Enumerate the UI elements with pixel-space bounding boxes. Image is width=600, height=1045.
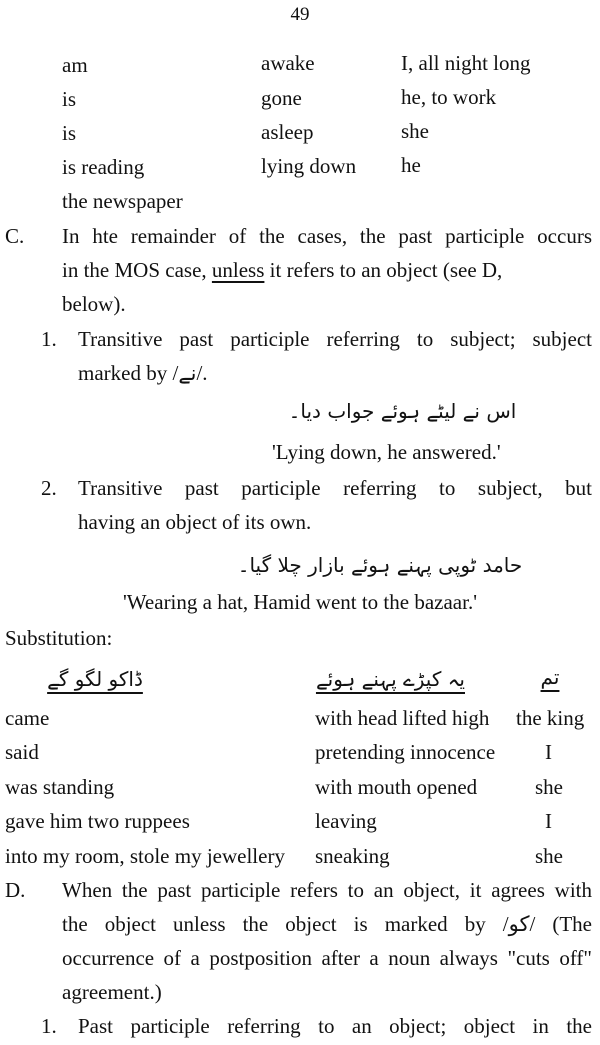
table-a-cell: lying down: [261, 154, 357, 178]
item-line: Transitive past participle referring to subject; subject: [78, 327, 592, 351]
item-line: Past participle referring to an object; object in the: [78, 1014, 592, 1038]
item-line: marked by /نے/.: [78, 361, 208, 385]
section-c-line: [62, 260, 502, 281]
item-line: Transitive past participle referring to subject, but: [78, 476, 592, 500]
item-number: 1.: [41, 327, 57, 351]
section-d-line: occurrence of a postposition after a noun always "cuts off": [62, 946, 592, 970]
substitution-cell: was standing: [5, 775, 115, 799]
substitution-cell: said: [5, 740, 39, 764]
substitution-cell: leaving: [315, 809, 377, 833]
table-a-cell: am: [62, 53, 88, 77]
urdu-example: حامد ٹوپی پہنے ہوئے بازار چلا گیا۔: [237, 553, 523, 577]
substitution-cell: came: [5, 706, 50, 730]
table-a-cell: he: [401, 153, 421, 177]
substitution-header: ڈاکو لگو گے: [47, 667, 143, 691]
page-number: 49: [290, 4, 310, 25]
urdu-example: اس نے لیٹے ہوئے جواب دیا۔: [288, 399, 517, 423]
table-a-cell: I, all night long: [401, 51, 531, 75]
section-c-text: it refers to an object (see D,: [264, 258, 503, 282]
example-translation: 'Lying down, he answered.': [272, 440, 501, 464]
section-c-text: in the MOS case,: [62, 258, 212, 282]
substitution-header: یہ کپڑے پہنے ہوئے: [315, 667, 465, 691]
substitution-cell: sneaking: [315, 844, 390, 868]
item-number: 2.: [41, 476, 57, 500]
section-d-marker: D.: [5, 878, 26, 902]
table-a-cell: the newspaper: [62, 189, 183, 213]
example-translation: 'Wearing a hat, Hamid went to the bazaar.': [123, 590, 477, 614]
substitution-cell: with head lifted high: [315, 706, 490, 730]
section-d-line: agreement.): [62, 980, 162, 1004]
substitution-cell: I: [545, 740, 552, 764]
substitution-cell: she: [535, 844, 563, 868]
table-a-cell: is: [62, 121, 77, 145]
substitution-cell: the king: [516, 706, 585, 730]
section-d-line: When the past participle refers to an object, it agrees with: [62, 878, 592, 902]
section-c-line: below).: [62, 292, 126, 316]
table-a-cell: gone: [261, 86, 302, 110]
table-a-cell: awake: [261, 51, 315, 75]
substitution-cell: she: [535, 775, 563, 799]
section-c-line: In hte remainder of the cases, the past participle occurs: [62, 224, 592, 248]
section-d-line: the object unless the object is marked by /کو/ (The: [62, 912, 592, 936]
table-a-cell: asleep: [261, 120, 314, 144]
substitution-cell: gave him two ruppees: [5, 809, 190, 833]
substitution-cell: with mouth opened: [315, 775, 478, 799]
substitution-cell: I: [545, 809, 552, 833]
section-c-underlined-word: unless: [211, 258, 265, 282]
substitution-cell: pretending innocence: [315, 740, 496, 764]
table-a-cell: she: [401, 119, 429, 143]
table-a-cell: is: [62, 87, 77, 111]
item-line: having an object of its own.: [78, 510, 312, 534]
item-number: 1.: [41, 1014, 57, 1038]
table-a-cell: he, to work: [401, 85, 497, 109]
substitution-header: تم: [540, 665, 560, 689]
section-c-marker: C.: [5, 224, 25, 248]
substitution-label: Substitution:: [5, 626, 113, 650]
table-a-cell: is reading: [62, 155, 145, 179]
substitution-cell: into my room, stole my jewellery: [5, 844, 285, 868]
